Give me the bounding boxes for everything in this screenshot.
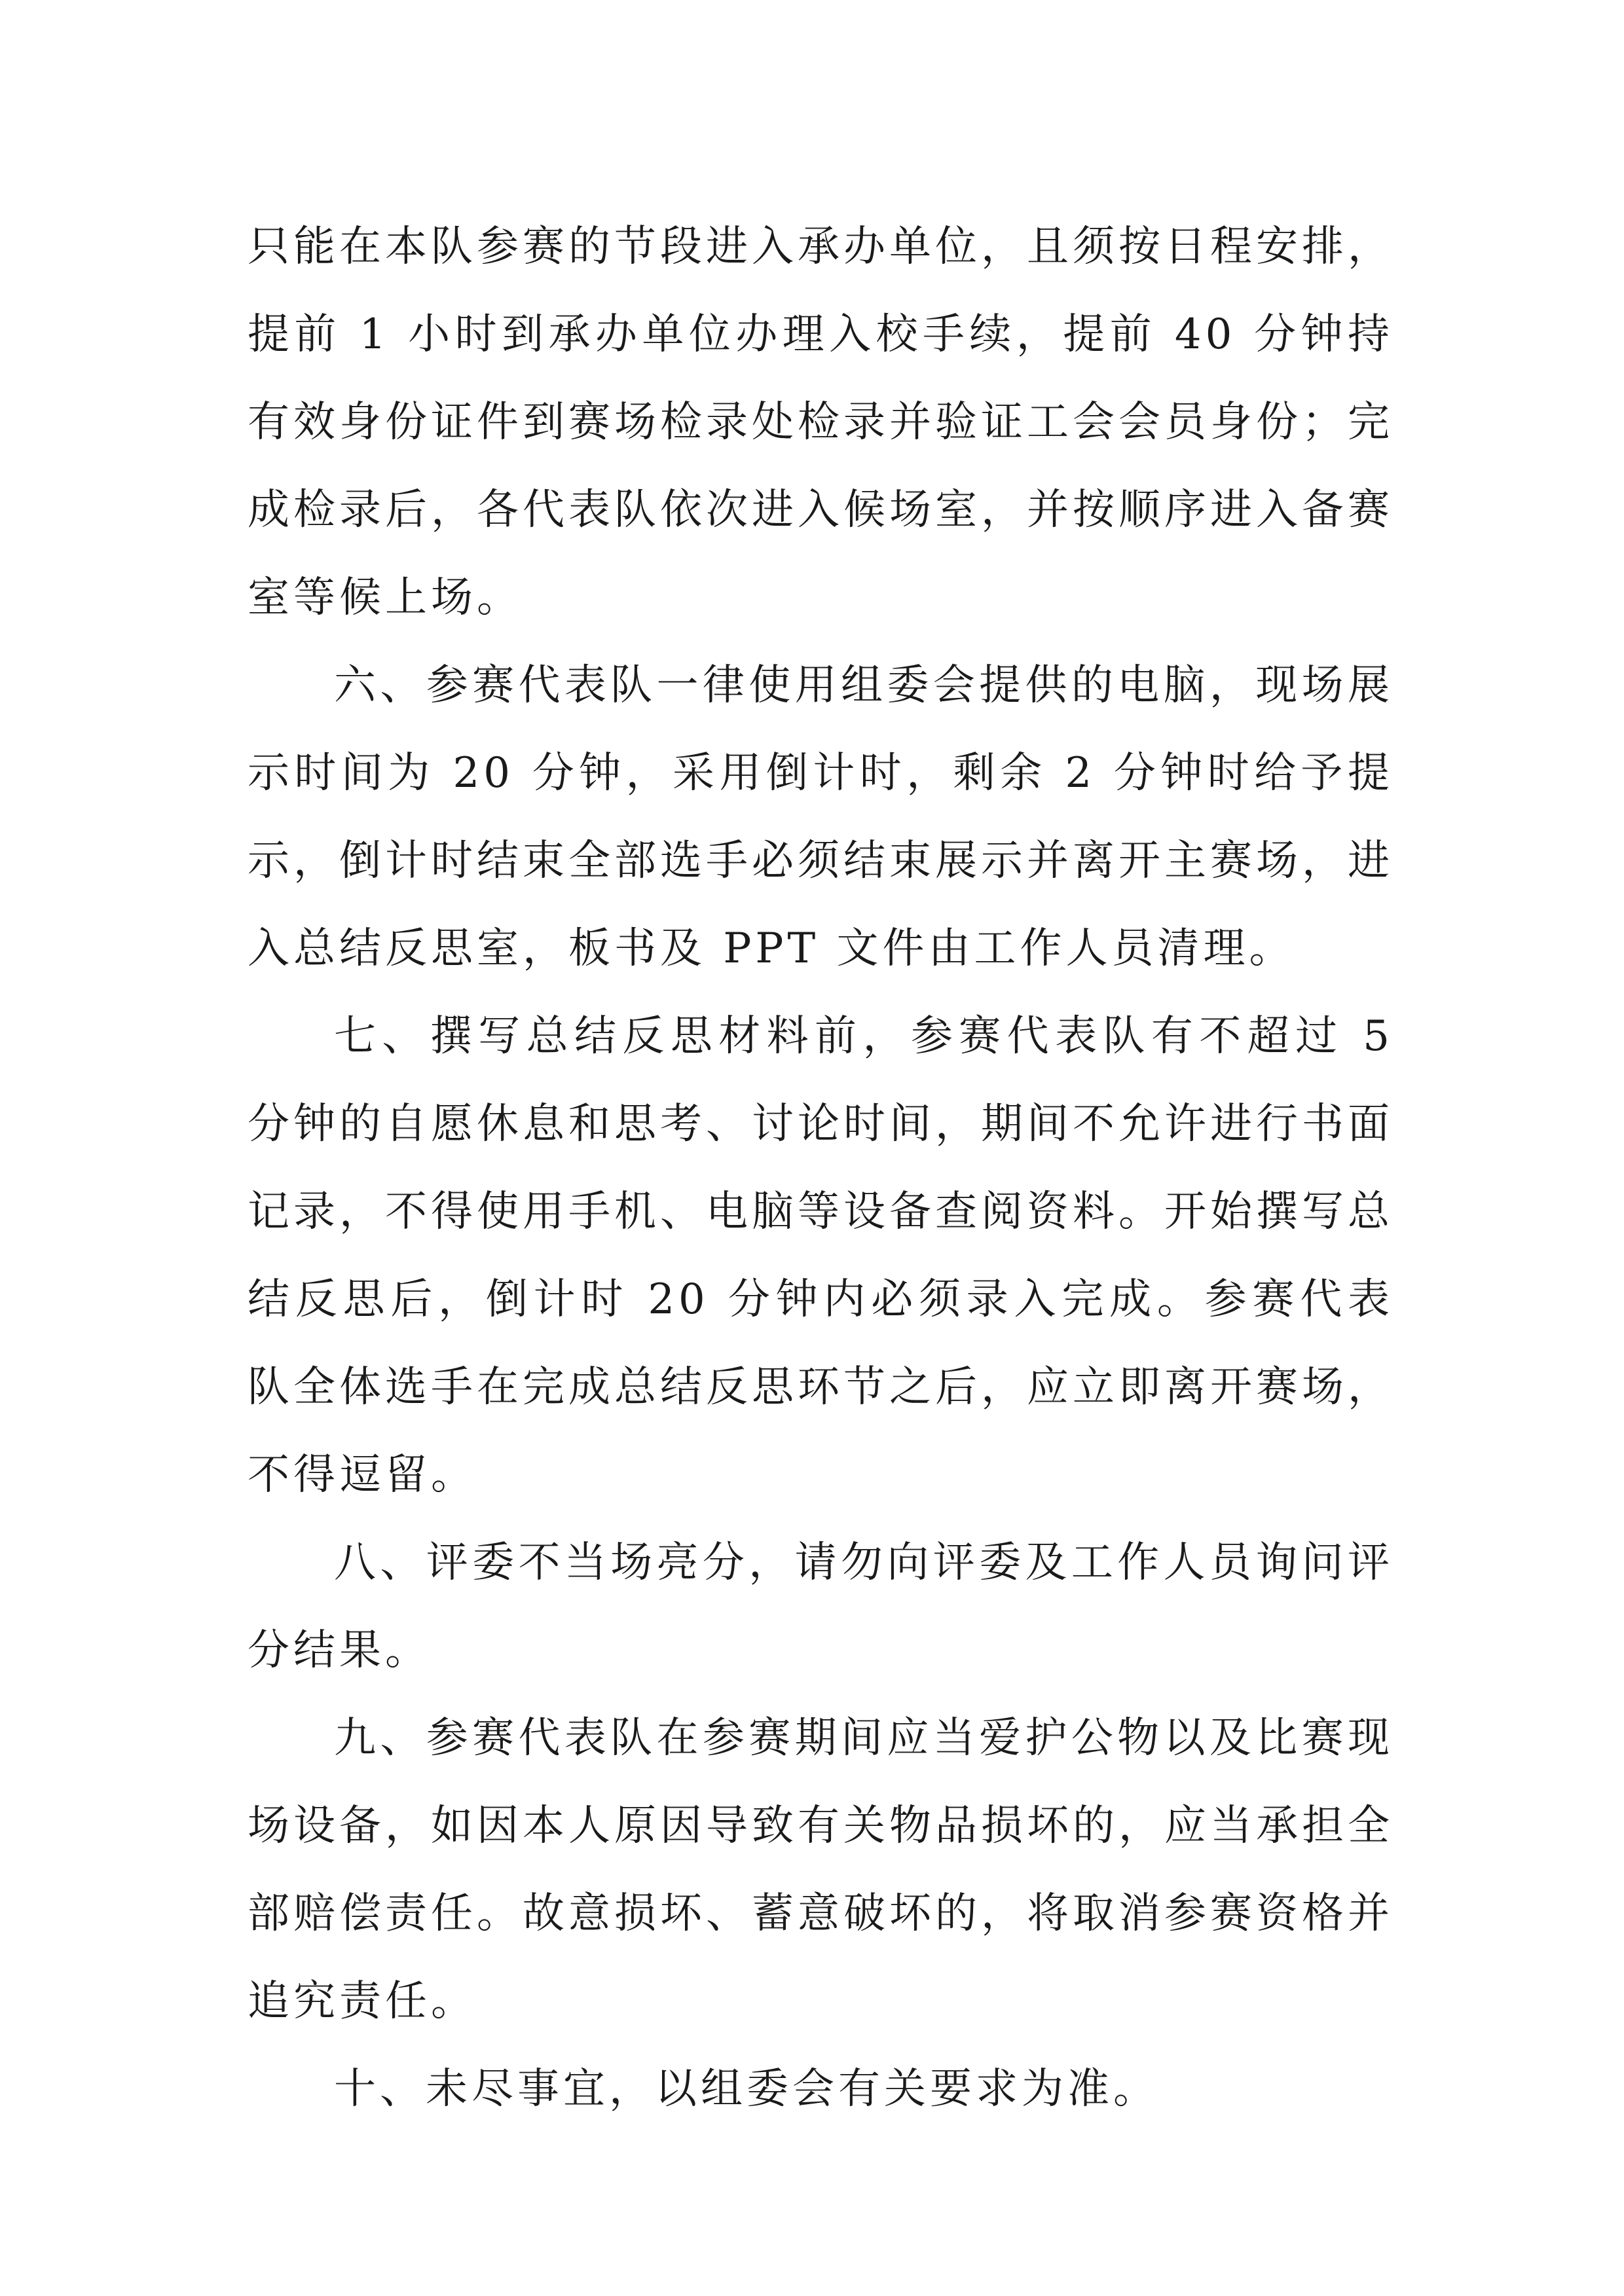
paragraph-continuation: 只能在本队参赛的节段进入承办单位，且须按日程安排，提前 1 小时到承办单位办理入校手续，提前 40 分钟持有效身份证件到赛场检录处检录并验证工会会员身份；完成检录后，各代表队依次进入候场室，并按顺序进入备赛室等候上场。 — [248, 223, 1393, 622]
paragraph-rule-8: 八、评委不当场亮分，请勿向评委及工作人员询问评分结果。 — [248, 1539, 1393, 1675]
paragraph-rule-6: 六、参赛代表队一律使用组委会提供的电脑，现场展示时间为 20 分钟，采用倒计时，剩余 2 分钟时给予提示，倒计时结束全部选手必须结束展示并离开主赛场，进入总结反思室，板书及 PPT 文件由工作人员清理。 — [248, 661, 1393, 973]
paragraph-rule-10: 十、未尽事宜，以组委会有关要求为准。 — [334, 2065, 1159, 2113]
paragraph-rule-7: 七、撰写总结反思材料前，参赛代表队有不超过 5 分钟的自愿休息和思考、讨论时间，期间不允许进行书面记录，不得使用手机、电脑等设备查阅资料。开始撰写总结反思后，倒计时 20 分钟内必须录入完成。参赛代表队全体选手在完成总结反思环节之后，应立即离开赛场，不得逗留。 — [248, 1012, 1393, 1499]
document-body — [248, 203, 1393, 2133]
paragraph-rule-9: 九、参赛代表队在参赛期间应当爱护公物以及比赛现场设备，如因本人原因导致有关物品损坏的，应当承担全部赔偿责任。故意损坏、蓄意破坏的，将取消参赛资格并追究责任。 — [248, 1714, 1393, 2026]
